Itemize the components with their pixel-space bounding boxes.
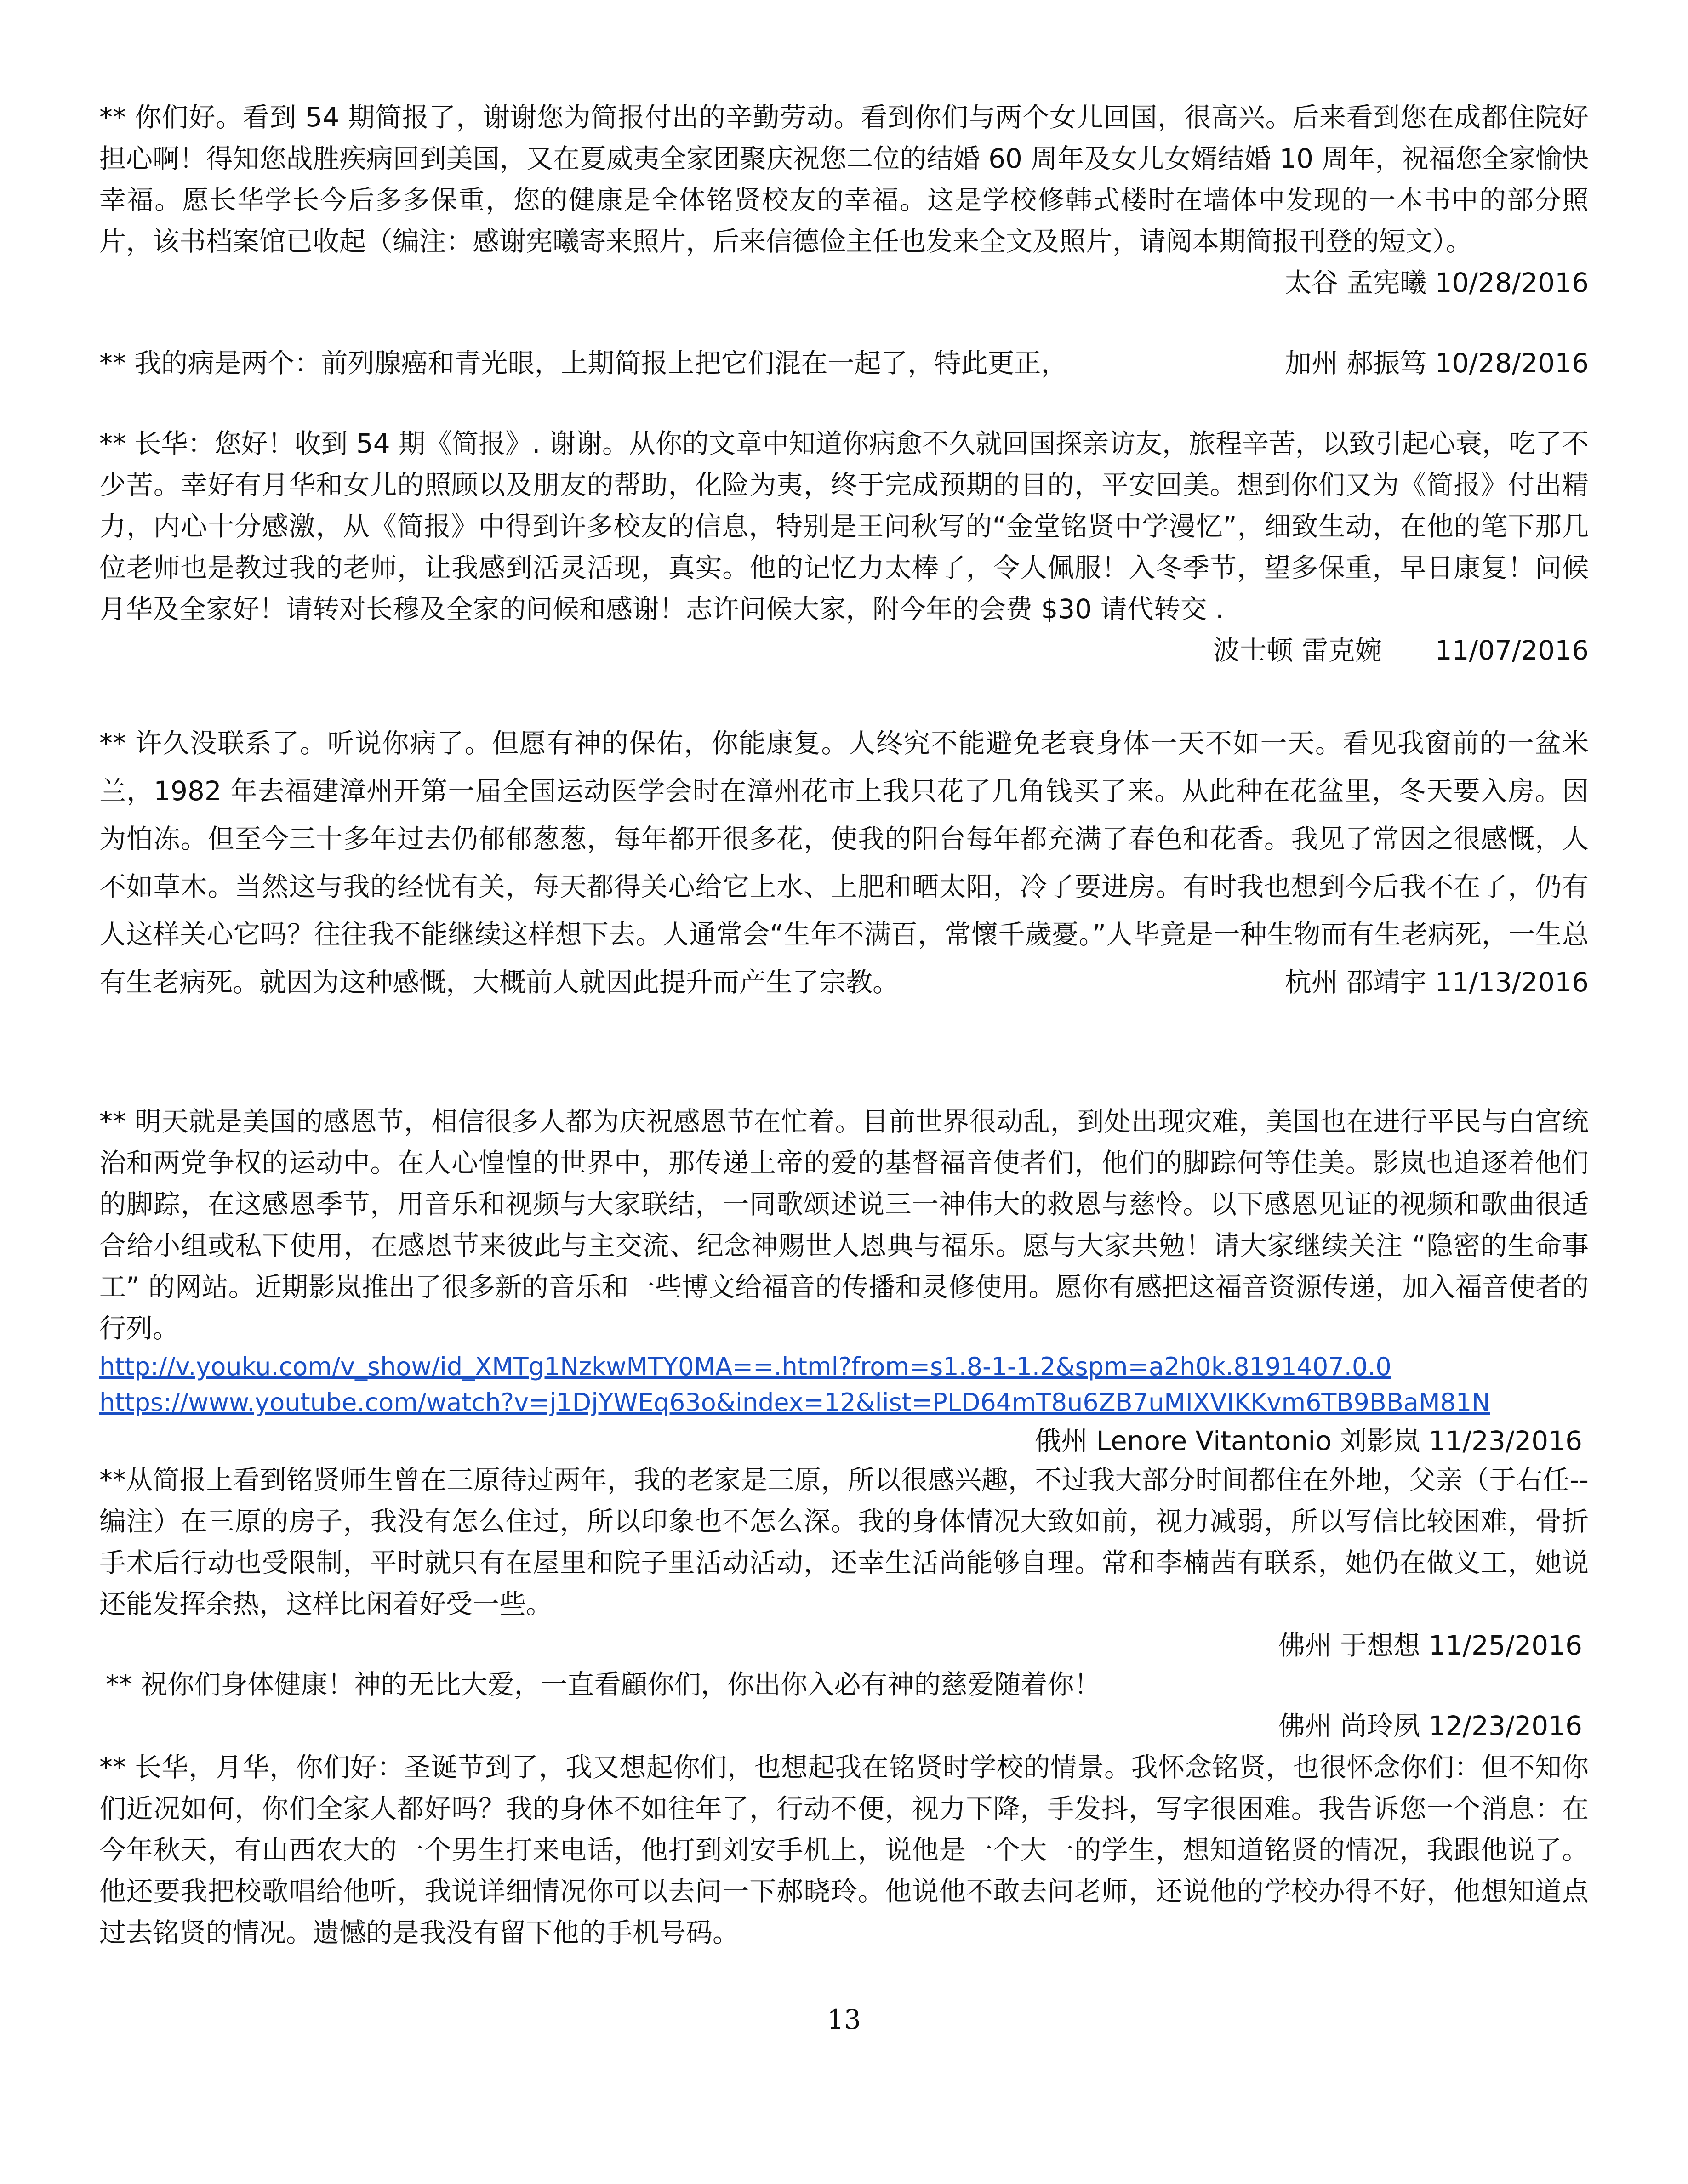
letter-text: ** 许久没联系了。听说你病了。但愿有神的保佑，你能康复。人终究不能避免老衰身体一天不如一天。看见我窗前的一盆米兰，1982 年去福建漳州开第一届全国运动医学会时在漳州花市上我只花了几角钱买了来。从此种在花盆里，冬天要入房。因为怕冻。但至今三十多年过去仍郁郁葱葱，每年都开很多花，使我的阳台每年都充满了春色和花香。我见了常因之很感慨，人不如草木。当然这与我的经忧有关，每天都得关心给它上水、上肥和晒太阳，冷了要进房。有时我也想到今后我不在了，仍有人这样关心它吗？往往我不能继续这样想下去。人通常会“生年不满百，常懷千歲憂。”人毕竟是一种生物而有生老病死，一生总有生老病死。就因为这种感慨，大概前人就因此提升而产生了宗教。 xyxy=(99,728,1589,998)
letter-text: ** 长华，月华，你们好：圣诞节到了，我又想起你们，也想起我在铭贤时学校的情景。我怀念铭贤，也很怀念你们：但不知你们近况如何，你们全家人都好吗？我的身体不如往年了，行动不便，视力下降，手发抖，写字很困难。我告诉您一个消息：在今年秋天，有山西农大的一个男生打来电话，他打到刘安手机上，说他是一个大一的学生，想知道铭贤的情况，我跟他说了。他还要我把校歌唱给他听，我说详细情况你可以去问一下郝晓玲。他说他不敢去问老师，还说他的学校办得不好，他想知道点过去铭贤的情况。遗憾的是我没有留下他的手机号码。 xyxy=(99,1752,1589,1948)
letter-text: ** 祝你们身体健康！神的无比大爱，一直看顧你们，你出你入必有神的慈爱随着你！ xyxy=(106,1669,1101,1700)
youtube-video-link[interactable]: https://www.youtube.com/watch?v=j1DjYWEq63o&index=12&list=PLD64mT8u6ZB7uMIXVIKKvm6TB9BBaM81N xyxy=(99,1388,1490,1417)
letter-meng-xianxi xyxy=(99,97,1589,303)
letter-signature: 太谷 孟宪曦 10/28/2016 xyxy=(1284,267,1589,298)
letter-lei-kewan xyxy=(99,423,1589,671)
letter-signature: 加州 郝振笃 10/28/2016 xyxy=(1284,347,1589,379)
page-number: 13 xyxy=(827,2004,861,2035)
letter-yu-xiangxiang xyxy=(99,1459,1589,1625)
letter-signature: 波士顿 雷克婉 11/07/2016 xyxy=(1213,635,1589,666)
letter-text: ** 明天就是美国的感恩节，相信很多人都为庆祝感恩节在忙着。目前世界很动乱，到处出现灾难，美国也在进行平民与白宫统治和两党争权的运动中。在人心惶惶的世界中，那传递上帝的爱的基督福音使者们，他们的脚踪何等佳美。影岚也追逐着他们的脚踪，在这感恩季节，用音乐和视频与大家联结，一同歌颂述说三一神伟大的救恩与慈怜。以下感恩见证的视频和歌曲很适合给小组或私下使用，在感恩节来彼此与主交流、纪念神赐世人恩典与福乐。愿与大家共勉！请大家继续关注 “隐密的生命事工” 的网站。近期影岚推出了很多新的音乐和一些博文给福音的传播和灵修使用。愿你有感把这福音资源传递，加入福音使者的行列。 xyxy=(99,1106,1589,1344)
letter-text: ** 长华：您好！收到 54 期《简报》. 谢谢。从你的文章中知道你病愈不久就回国探亲访友，旅程辛苦，以致引起心衰，吃了不少苦。幸好有月华和女儿的照顾以及朋友的帮助，化险为夷，终于完成预期的目的，平安回美。想到你们又为《简报》付出精力，内心十分感激，从《简报》中得到许多校友的信息，特别是王问秋写的“金堂铭贤中学漫忆”，细致生动，在他的笔下那几位老师也是教过我的老师，让我感到活灵活现，真实。他的记忆力太棒了，令人佩服！入冬季节，望多保重，早日康复！问候月华及全家好！请转对长穆及全家的问候和感谢！志许问候大家，附今年的会费 $30 请代转交 . xyxy=(99,428,1589,625)
letter-text: ** 我的病是两个：前列腺癌和青光眼，上期简报上把它们混在一起了，特此更正， xyxy=(99,347,1068,379)
letter-shao-jingyu xyxy=(99,719,1589,1006)
letter-signature: 俄州 Lenore Vitantonio 刘影岚 11/23/2016 xyxy=(1034,1425,1582,1456)
letter-signature: 杭州 邵靖宇 11/13/2016 xyxy=(1284,967,1589,998)
letter-hao-zhendu xyxy=(99,342,1589,384)
letter-text: **从简报上看到铭贤师生曾在三原待过两年，我的老家是三原，所以很感兴趣，不过我大部分时间都住在外地，父亲（于右任--编注）在三原的房子，我没有怎么住过，所以印象也不怎么深。我的身体情况大致如前，视力减弱，所以写信比较困难，骨折手术后行动也受限制，平时就只有在屋里和院子里活动活动，还幸生活尚能够自理。常和李楠茜有联系，她仍在做义工，她说还能发挥余热，这样比闲着好受一些。 xyxy=(99,1464,1589,1620)
letter-shang-lingfeng xyxy=(106,1664,1595,1705)
letter-text: ** 你们好。看到 54 期简报了，谢谢您为简报付出的辛勤劳动。看到你们与两个女儿回国，很高兴。后来看到您在成都住院好担心啊！得知您战胜疾病回到美国，又在夏威夷全家团聚庆祝您二位的结婚 60 周年及女儿女婿结婚 10 周年，祝福您全家愉快幸福。愿长华学长今后多多保重，您的健康是全体铭贤校友的幸福。这是学校修韩式楼时在墙体中发现的一本书中的部分照片，该书档案馆已收起（编注：感谢宪曦寄来照片，后来信德俭主任也发来全文及照片，请阅本期简报刊登的短文）。 xyxy=(99,102,1589,257)
youku-video-link[interactable]: http://v.youku.com/v_show/id_XMTg1NzkwMTY0MA==.html?from=s1.8-1-1.2&spm=a2h0k.8191407.0.0 xyxy=(99,1352,1391,1381)
letter-signature: 佛州 于想想 11/25/2016 xyxy=(1278,1630,1582,1661)
letter-christmas xyxy=(99,1746,1589,1953)
letter-liu-yinglan xyxy=(99,1101,1589,1349)
letter-signature: 佛州 尚玲夙 12/23/2016 xyxy=(1278,1710,1582,1741)
